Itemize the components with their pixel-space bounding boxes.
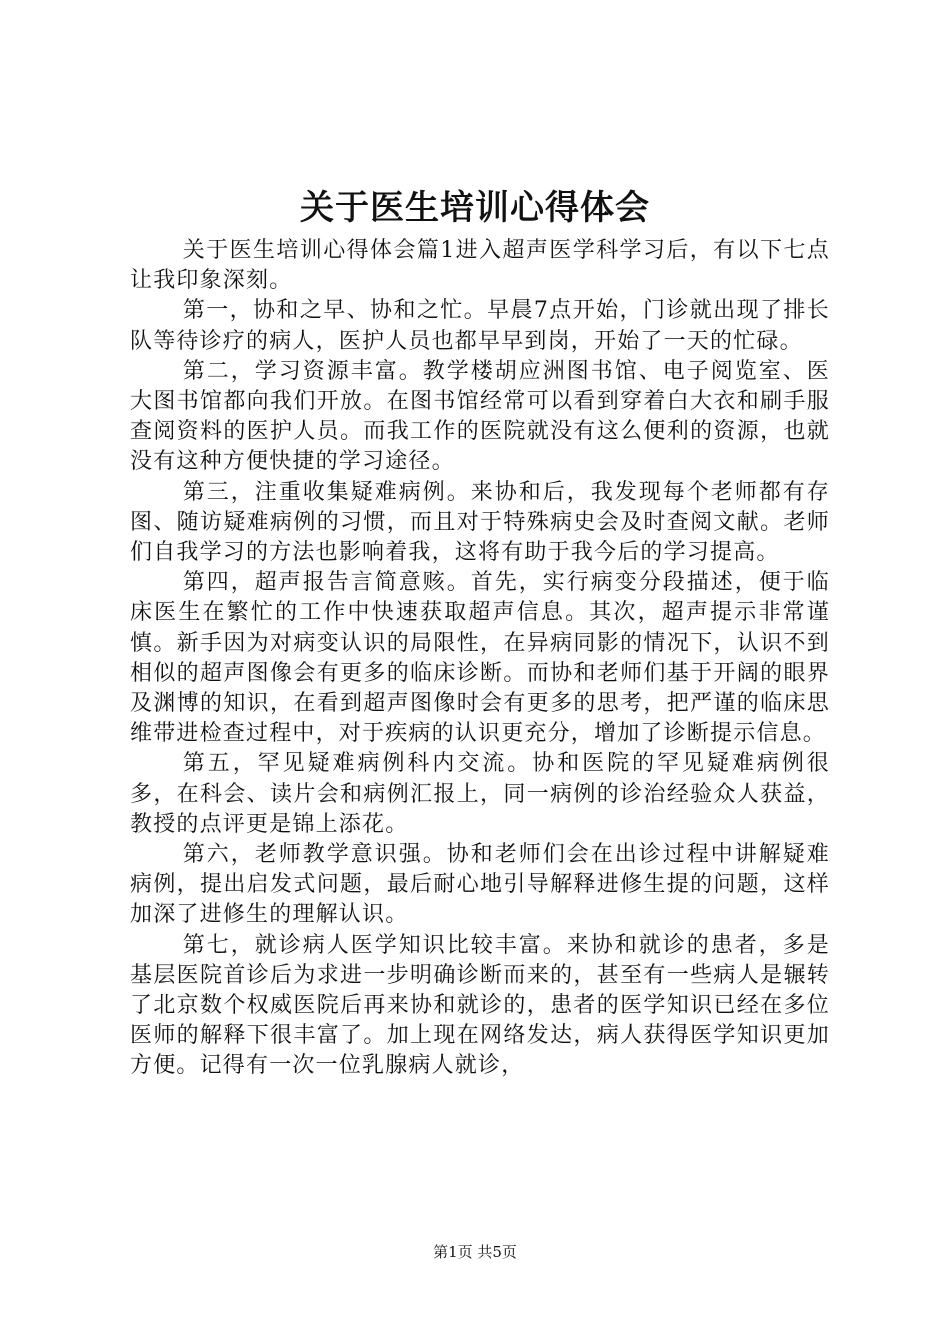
document-body: [130, 236, 830, 1082]
paragraph-point-6: 第六，老师教学意识强。协和老师们会在出诊过程中讲解疑难病例，提出启发式问题，最后耐心地引导解释进修生提的问题，这样加深了进修生的理解认识。: [130, 842, 830, 928]
paragraph-intro: 关于医生培训心得体会篇1进入超声医学科学习后，有以下七点让我印象深刻。: [130, 238, 830, 294]
paragraph-point-7: 第七，就诊病人医学知识比较丰富。来协和就诊的患者，多是基层医院首诊后为求进一步明确诊断而来的，甚至有一些病人是辗转了北京数个权威医院后再来协和就诊的，患者的医学知识已经在多位医师的解释下很丰富了。加上现在网络发达，病人获得医学知识更加方便。记得有一次一位乳腺病人就诊，: [130, 932, 830, 1079]
document-title: 关于医生培训心得体会: [300, 188, 650, 228]
paragraph-point-5: 第五，罕见疑难病例科内交流。协和医院的罕见疑难病例很多，在科会、读片会和病例汇报上，同一病例的诊治经验众人获益，教授的点评更是锦上添花。: [130, 751, 830, 837]
paragraph-point-2: 第二，学习资源丰富。教学楼胡应洲图书馆、电子阅览室、医大图书馆都向我们开放。在图书馆经常可以看到穿着白大衣和刷手服查阅资料的医护人员。而我工作的医院就没有这么便利的资源，也就没有这种方便快捷的学习途径。: [130, 358, 830, 475]
paragraph-point-3: 第三，注重收集疑难病例。来协和后，我发现每个老师都有存图、随访疑难病例的习惯，而且对于特殊病史会及时查阅文献。老师们自我学习的方法也影响着我，这将有助于我今后的学习提高。: [130, 479, 830, 566]
paragraph-point-4: 第四，超声报告言简意赅。首先，实行病变分段描述，便于临床医生在繁忙的工作中快速获取超声信息。其次，超声提示非常谨慎。新手因为对病变认识的局限性，在异病同影的情况下，认识不到相似的超声图像会有更多的临床诊断。而协和老师们基于开阔的眼界及渊博的知识，在看到超声图像时会有更多的思考，把严谨的临床思维带进检查过程中，对于疾病的认识更充分，增加了诊断提示信息。: [130, 570, 830, 747]
page-number-footer: 第1页 共5页: [433, 1243, 517, 1261]
paragraph-point-1: 第一，协和之早、协和之忙。早晨7点开始，门诊就出现了排长队等待诊疗的病人，医护人员也都早早到岗，开始了一天的忙碌。: [130, 298, 830, 354]
